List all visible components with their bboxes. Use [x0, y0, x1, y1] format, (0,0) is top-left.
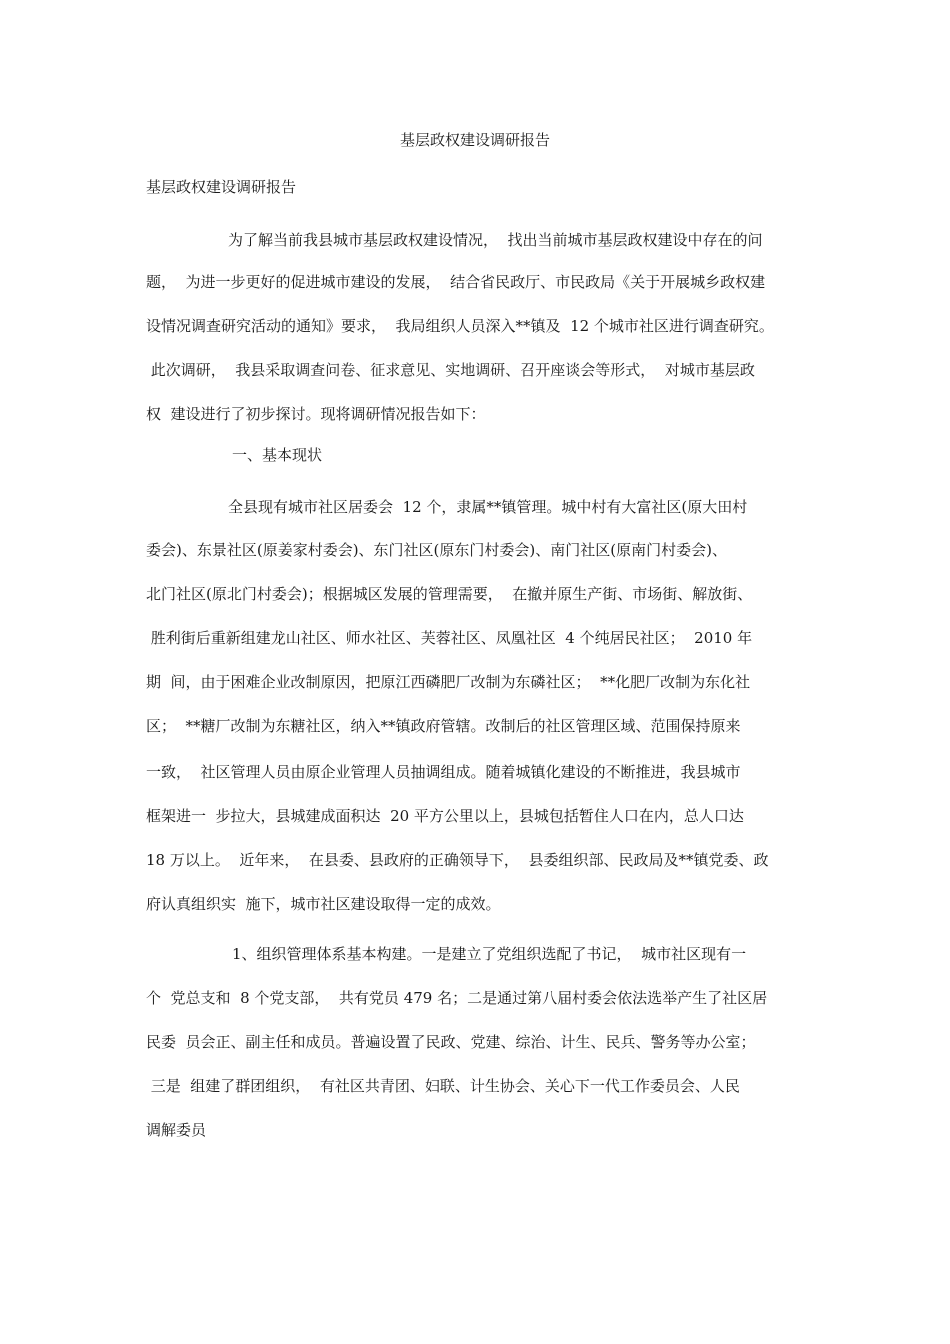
intro-line: 题， 为进一步更好的促进城市建设的发展， 结合省民政厅、市民政局《关于开展城乡政权建	[146, 273, 766, 291]
body-line: 三是 组建了群团组织， 有社区共青团、妇联、计生协会、关心下一代工作委员会、人民	[146, 1077, 740, 1095]
intro-line: 设情况调查研究活动的通知》要求， 我局组织人员深入**镇及 12 个城市社区进行调查研究。	[146, 317, 774, 335]
body-line: 民委 员会正、副主任和成员。普遍设置了民政、党建、综治、计生、民兵、警务等办公室；	[146, 1033, 756, 1051]
intro-line: 此次调研， 我县采取调查问卷、征求意见、实地调研、召开座谈会等形式， 对城市基层政	[146, 361, 755, 379]
body-line: 胜利街后重新组建龙山社区、师水社区、芙蓉社区、凤凰社区 4 个纯居民社区； 2010 年	[146, 629, 753, 647]
body-line: 期 间，由于困难企业改制原因，把原江西磷肥厂改制为东磷社区； **化肥厂改制为东化社	[146, 673, 751, 691]
body-line: 1、组织管理体系基本构建。一是建立了党组织选配了书记， 城市社区现有一	[232, 945, 747, 963]
body-line: 全县现有城市社区居委会 12 个，隶属**镇管理。城中村有大富社区(原大田村	[228, 498, 748, 516]
document-subtitle: 基层政权建设调研报告	[146, 178, 297, 196]
body-line: 府认真组织实 施下，城市社区建设取得一定的成效。	[146, 895, 501, 913]
body-line: 区； **糖厂改制为东糖社区，纳入**镇政府管辖。改制后的社区管理区域、范围保持原来	[146, 717, 741, 735]
body-line: 18 万以上。 近年来， 在县委、县政府的正确领导下， 县委组织部、民政局及**镇党委、政	[146, 851, 769, 869]
body-line: 框架进一 步拉大，县城建成面积达 20 平方公里以上，县城包括暂住人口在内，总人口达	[146, 807, 744, 825]
body-line: 个 党总支和 8 个党支部， 共有党员 479 名；二是通过第八届村委会依法选举产生了社区居	[146, 989, 768, 1007]
body-line: 委会)、东景社区(原姜家村委会)、东门社区(原东门村委会)、南门社区(原南门村委会)、	[146, 541, 727, 559]
body-line: 调解委员	[146, 1121, 207, 1139]
intro-line: 权 建设进行了初步探讨。现将调研情况报告如下：	[146, 405, 486, 423]
body-line: 一致， 社区管理人员由原企业管理人员抽调组成。随着城镇化建设的不断推进，我县城市	[146, 763, 741, 781]
intro-line: 为了解当前我县城市基层政权建设情况， 找出当前城市基层政权建设中存在的问	[228, 231, 763, 249]
page-title: 基层政权建设调研报告	[399, 131, 550, 149]
body-line: 北门社区(原北门村委会)；根据城区发展的管理需要， 在撤并原生产街、市场街、解放街、	[146, 585, 753, 603]
section-heading: 一、基本现状	[232, 446, 323, 464]
